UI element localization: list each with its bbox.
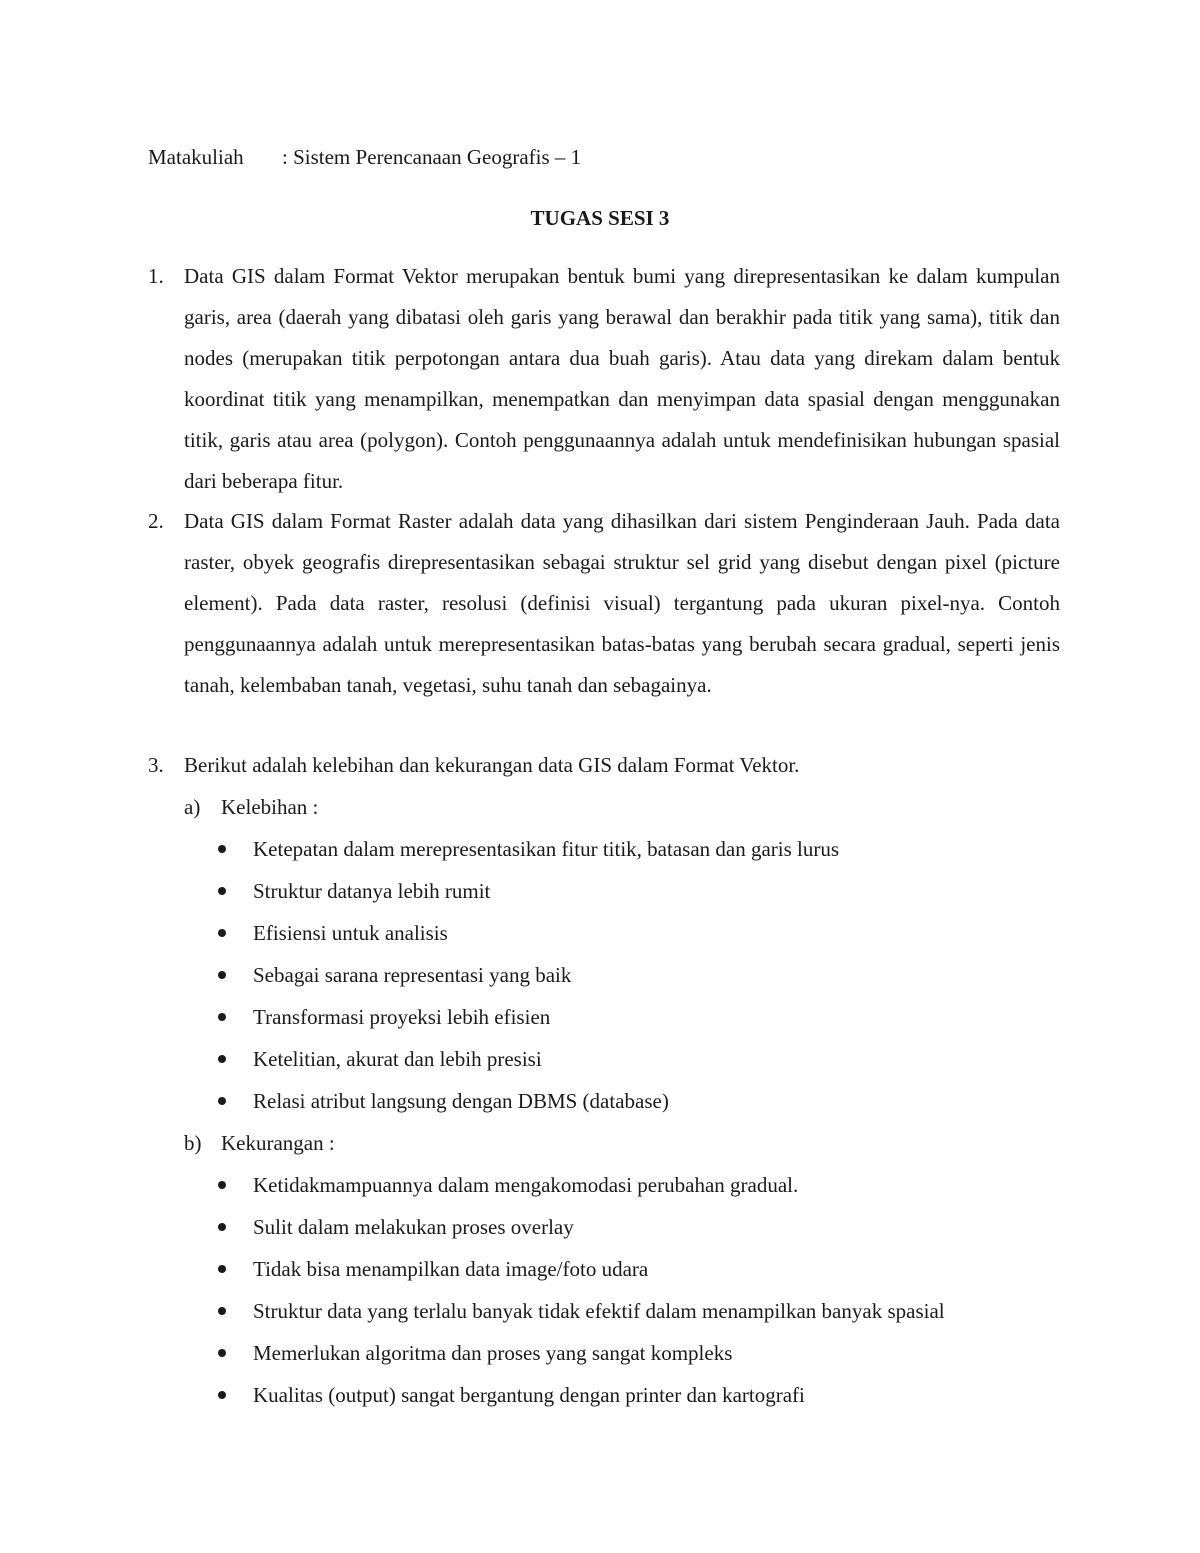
list-item-text: Ketelitian, akurat dan lebih presisi bbox=[253, 1047, 542, 1071]
kelebihan-list bbox=[216, 834, 839, 1128]
list-item-text: Sebagai sarana representasi yang baik bbox=[253, 963, 572, 987]
list-item bbox=[216, 1380, 945, 1422]
list-item bbox=[216, 834, 839, 876]
list-item-text: Efisiensi untuk analisis bbox=[253, 921, 448, 945]
subsection-kekurangan bbox=[184, 1128, 335, 1158]
subsection-heading: Kekurangan : bbox=[221, 1131, 335, 1155]
course-value: : Sistem Perencanaan Geografis – 1 bbox=[282, 145, 582, 169]
bullet-icon bbox=[218, 971, 226, 979]
list-item bbox=[216, 918, 839, 960]
list-item-text: Tidak bisa menampilkan data image/foto udara bbox=[253, 1257, 649, 1281]
subsection-heading: Kelebihan : bbox=[221, 795, 319, 819]
list-item bbox=[216, 1296, 945, 1338]
list-item bbox=[216, 1002, 839, 1044]
list-item bbox=[216, 1212, 945, 1254]
bullet-icon bbox=[218, 1097, 226, 1105]
list-item bbox=[216, 876, 839, 918]
course-label: Matakuliah bbox=[148, 145, 244, 169]
item-number: 2. bbox=[148, 509, 164, 533]
bullet-icon bbox=[218, 929, 226, 937]
page-title: TUGAS SESI 3 bbox=[530, 206, 670, 230]
item-paragraph: Data GIS dalam Format Raster adalah data yang dihasilkan dari sistem Penginderaan Jauh. Pada data raster, obyek geografis direpresentasikan sebagai struktur sel grid yang disebut dengan pixel (picture element). Pada data raster, resolusi (definisi visual) tergantung pada ukuran pixel-nya. Contoh penggunaannya adalah untuk merepresentasikan batas-batas yang berubah secara gradual, seperti jenis tanah, kelembaban tanah, vegetasi, suhu tanah dan sebagainya. bbox=[184, 509, 1060, 697]
bullet-icon bbox=[218, 1307, 226, 1315]
numbered-item-2 bbox=[148, 501, 1060, 706]
list-item bbox=[216, 960, 839, 1002]
bullet-icon bbox=[218, 887, 226, 895]
subsection-letter: a) bbox=[184, 795, 201, 819]
bullet-icon bbox=[218, 1013, 226, 1021]
numbered-item-3 bbox=[148, 745, 1060, 786]
bullet-icon bbox=[218, 1265, 226, 1273]
list-item bbox=[216, 1254, 945, 1296]
list-item-text: Ketepatan dalam merepresentasikan fitur titik, batasan dan garis lurus bbox=[253, 837, 840, 861]
bullet-icon bbox=[218, 1349, 226, 1357]
item-paragraph: Berikut adalah kelebihan dan kekurangan data GIS dalam Format Vektor. bbox=[184, 753, 800, 777]
subsection-letter: b) bbox=[184, 1131, 202, 1155]
list-item bbox=[216, 1170, 945, 1212]
list-item-text: Ketidakmampuannya dalam mengakomodasi perubahan gradual. bbox=[253, 1173, 799, 1197]
list-item-text: Transformasi proyeksi lebih efisien bbox=[253, 1005, 551, 1029]
list-item bbox=[216, 1044, 839, 1086]
item-paragraph: Data GIS dalam Format Vektor merupakan bentuk bumi yang direpresentasikan ke dalam kumpulan garis, area (daerah yang dibatasi oleh garis yang berawal dan berakhir pada titik yang sama), titik dan nodes (merupakan titik perpotongan antara dua buah garis). Atau data yang direkam dalam bentuk koordinat titik yang menampilkan, menempatkan dan menyimpan data spasial dengan menggunakan titik, garis atau area (polygon). Contoh penggunaannya adalah untuk mendefinisikan hubungan spasial dari beberapa fitur. bbox=[184, 264, 1060, 493]
list-item-text: Kualitas (output) sangat bergantung dengan printer dan kartografi bbox=[253, 1383, 805, 1407]
subsection-kelebihan bbox=[184, 792, 318, 822]
bullet-icon bbox=[218, 1181, 226, 1189]
item-number: 3. bbox=[148, 753, 164, 777]
kekurangan-list bbox=[216, 1170, 945, 1422]
course-header bbox=[148, 142, 581, 172]
list-item-text: Struktur data yang terlalu banyak tidak efektif dalam menampilkan banyak spasial bbox=[253, 1299, 945, 1323]
list-item-text: Relasi atribut langsung dengan DBMS (database) bbox=[253, 1089, 669, 1113]
numbered-item-1 bbox=[148, 256, 1060, 502]
list-item bbox=[216, 1338, 945, 1380]
list-item-text: Struktur datanya lebih rumit bbox=[253, 879, 491, 903]
bullet-icon bbox=[218, 1223, 226, 1231]
list-item-text: Memerlukan algoritma dan proses yang sangat kompleks bbox=[253, 1341, 733, 1365]
list-item-text: Sulit dalam melakukan proses overlay bbox=[253, 1215, 574, 1239]
bullet-icon bbox=[218, 1055, 226, 1063]
bullet-icon bbox=[218, 845, 226, 853]
item-number: 1. bbox=[148, 264, 164, 288]
bullet-icon bbox=[218, 1391, 226, 1399]
list-item bbox=[216, 1086, 839, 1128]
